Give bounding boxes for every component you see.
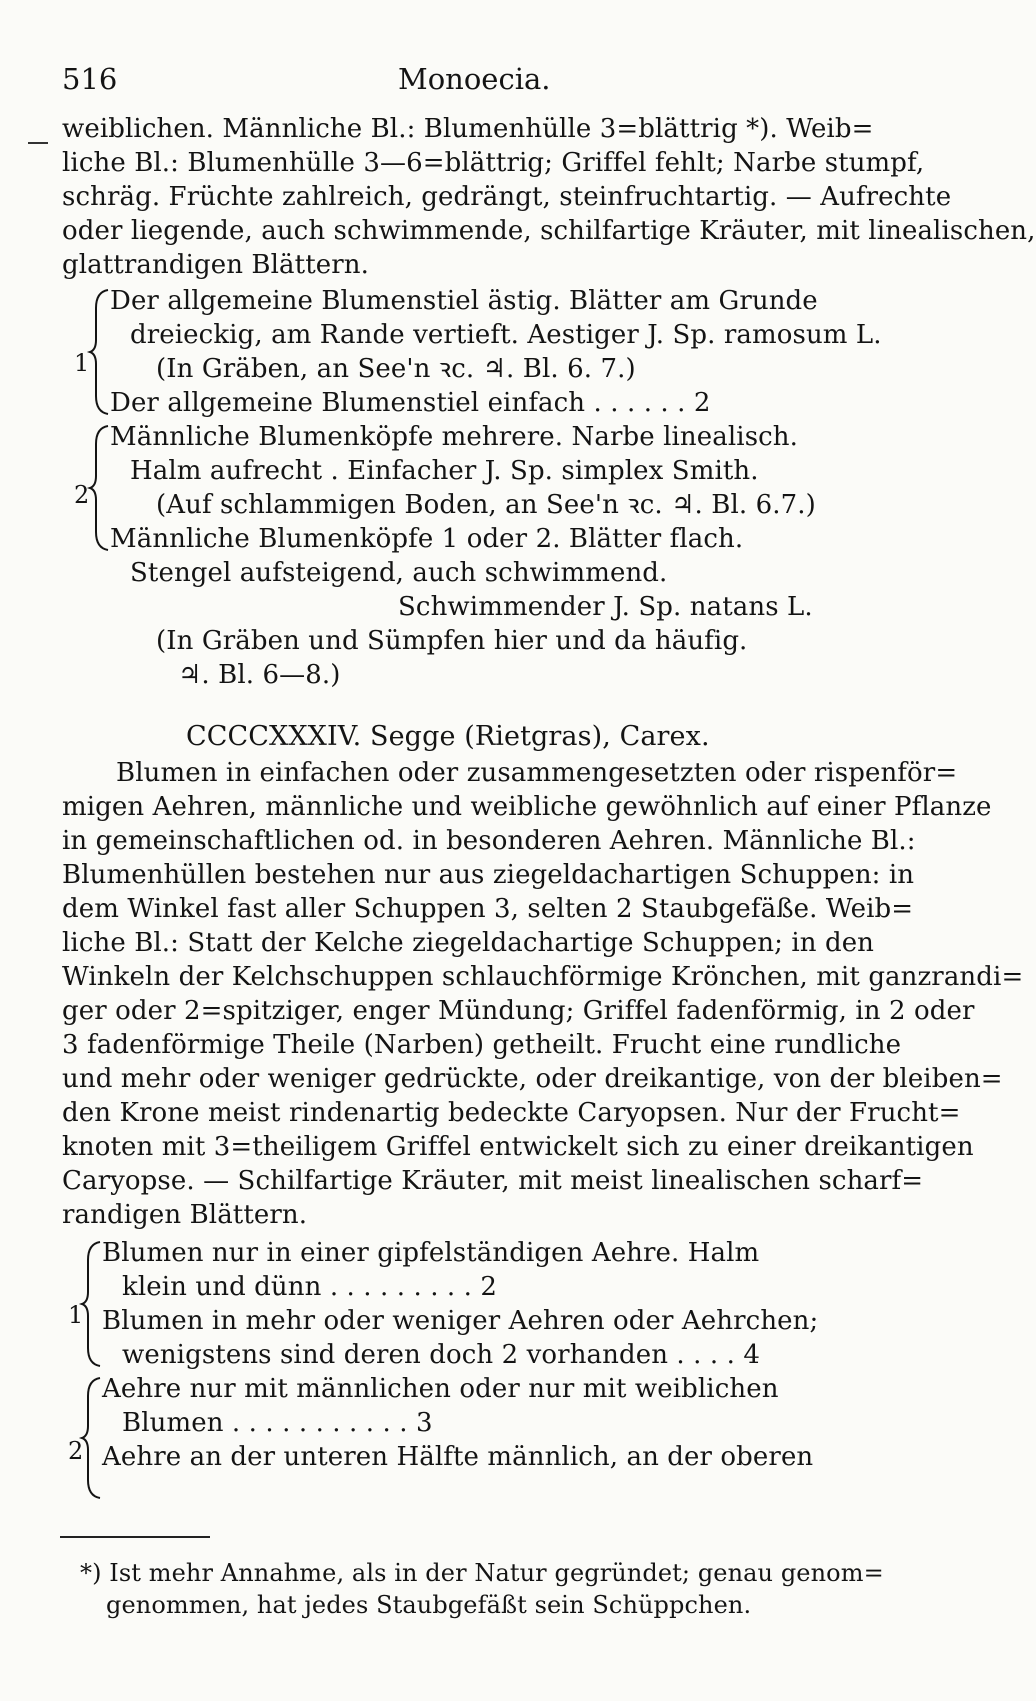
couplet-number: 1 [68, 1301, 84, 1329]
text-line: in gemeinschaftlichen od. in besonderen Aehren. Männliche Bl.: [62, 826, 916, 856]
text-line: ger oder 2=spitziger, enger Mündung; Griffel fadenförmig, in 2 oder [62, 996, 975, 1026]
key-lead: Aehre nur mit männlichen oder nur mit weiblichen [102, 1374, 779, 1404]
continuation-dash [28, 142, 48, 144]
key-lead: Männliche Blumenköpfe 1 oder 2. Blätter flach. [110, 524, 744, 554]
text-line: liche Bl.: Blumenhülle 3—6=blättrig; Griffel fehlt; Narbe stumpf, [62, 148, 925, 178]
text-line: randigen Blättern. [62, 1200, 308, 1230]
genus-heading: CCCCXXXIV. Segge (Rietgras), Carex. [186, 721, 710, 752]
text-line: Winkeln der Kelchschuppen schlauchförmige Krönchen, mit ganzrandi= [62, 962, 1024, 992]
text-line: und mehr oder weniger gedrückte, oder dreikantige, von der bleiben= [62, 1064, 1003, 1094]
text-line: oder liegende, auch schwimmende, schilfartige Kräuter, mit linealischen, [62, 216, 1036, 246]
text-line: glattrandigen Blättern. [62, 250, 369, 280]
key-lead: Männliche Blumenköpfe mehrere. Narbe linealisch. [110, 422, 799, 452]
text-line: 3 fadenförmige Theile (Narben) getheilt. Frucht eine rundliche [62, 1030, 902, 1060]
text-line: dem Winkel fast aller Schuppen 3, selten 2 Staubgefäße. Weib= [62, 894, 914, 924]
footnote-line: genommen, hat jedes Staubgefäßt sein Schüppchen. [106, 1591, 752, 1619]
key-lead: ♃. Bl. 6—8.) [178, 660, 341, 690]
curly-brace-icon [88, 288, 110, 416]
text-line: schräg. Früchte zahlreich, gedrängt, steinfruchtartig. — Aufrechte [62, 182, 952, 212]
key-lead: dreieckig, am Rande vertieft. Aestiger J. Sp. ramosum L. [130, 320, 882, 350]
text-line: Blumen in einfachen oder zusammengesetzten oder rispenför= [116, 758, 958, 788]
running-title: Monoecia. [398, 62, 551, 96]
text-line: knoten mit 3=theiligem Griffel entwickelt sich zu einer dreikantigen [62, 1132, 974, 1162]
couplet-number: 2 [74, 481, 90, 509]
key-lead: Blumen nur in einer gipfelständigen Aehre. Halm [102, 1238, 760, 1268]
text-line: liche Bl.: Statt der Kelche ziegeldachartige Schuppen; in den [62, 928, 875, 958]
page-number: 516 [62, 62, 118, 96]
text-line: den Krone meist rindenartig bedeckte Caryopsen. Nur der Frucht= [62, 1098, 961, 1128]
text-line: Caryopse. — Schilfartige Kräuter, mit meist linealischen scharf= [62, 1166, 924, 1196]
key-lead: wenigstens sind deren doch 2 vorhanden . . . . 4 [122, 1340, 760, 1370]
text-line: migen Aehren, männliche und weibliche gewöhnlich auf einer Pflanze [62, 792, 992, 822]
footnote-rule [60, 1536, 210, 1538]
key-lead: (In Gräben und Sümpfen hier und da häufig. [156, 626, 748, 656]
key-lead: Schwimmender J. Sp. natans L. [398, 592, 813, 622]
curly-brace-icon [80, 1376, 102, 1500]
key-lead: Blumen in mehr oder weniger Aehren oder Aehrchen; [102, 1306, 819, 1336]
couplet-number: 2 [68, 1437, 84, 1465]
key-lead: Stengel aufsteigend, auch schwimmend. [130, 558, 668, 588]
curly-brace-icon [88, 424, 110, 552]
couplet-number: 1 [74, 349, 90, 377]
key-lead: Blumen . . . . . . . . . . . 3 [122, 1408, 433, 1438]
text-line: weiblichen. Männliche Bl.: Blumenhülle 3=blättrig *). Weib= [62, 114, 874, 144]
key-lead: Der allgemeine Blumenstiel ästig. Blätter am Grunde [110, 286, 818, 316]
key-lead: klein und dünn . . . . . . . . . 2 [122, 1272, 498, 1302]
curly-brace-icon [80, 1240, 102, 1368]
key-lead: Der allgemeine Blumenstiel einfach . . . . . . 2 [110, 388, 711, 418]
key-lead: Halm aufrecht . Einfacher J. Sp. simplex Smith. [130, 456, 759, 486]
text-line: Blumenhüllen bestehen nur aus ziegeldachartigen Schuppen: in [62, 860, 915, 890]
key-lead: Aehre an der unteren Hälfte männlich, an der oberen [102, 1442, 814, 1472]
key-lead: (Auf schlammigen Boden, an See'n ꝛc. ♃. Bl. 6.7.) [156, 490, 816, 520]
key-lead: (In Gräben, an See'n ꝛc. ♃. Bl. 6. 7.) [156, 354, 636, 384]
footnote-line: *) Ist mehr Annahme, als in der Natur gegründet; genau genom= [80, 1559, 884, 1587]
